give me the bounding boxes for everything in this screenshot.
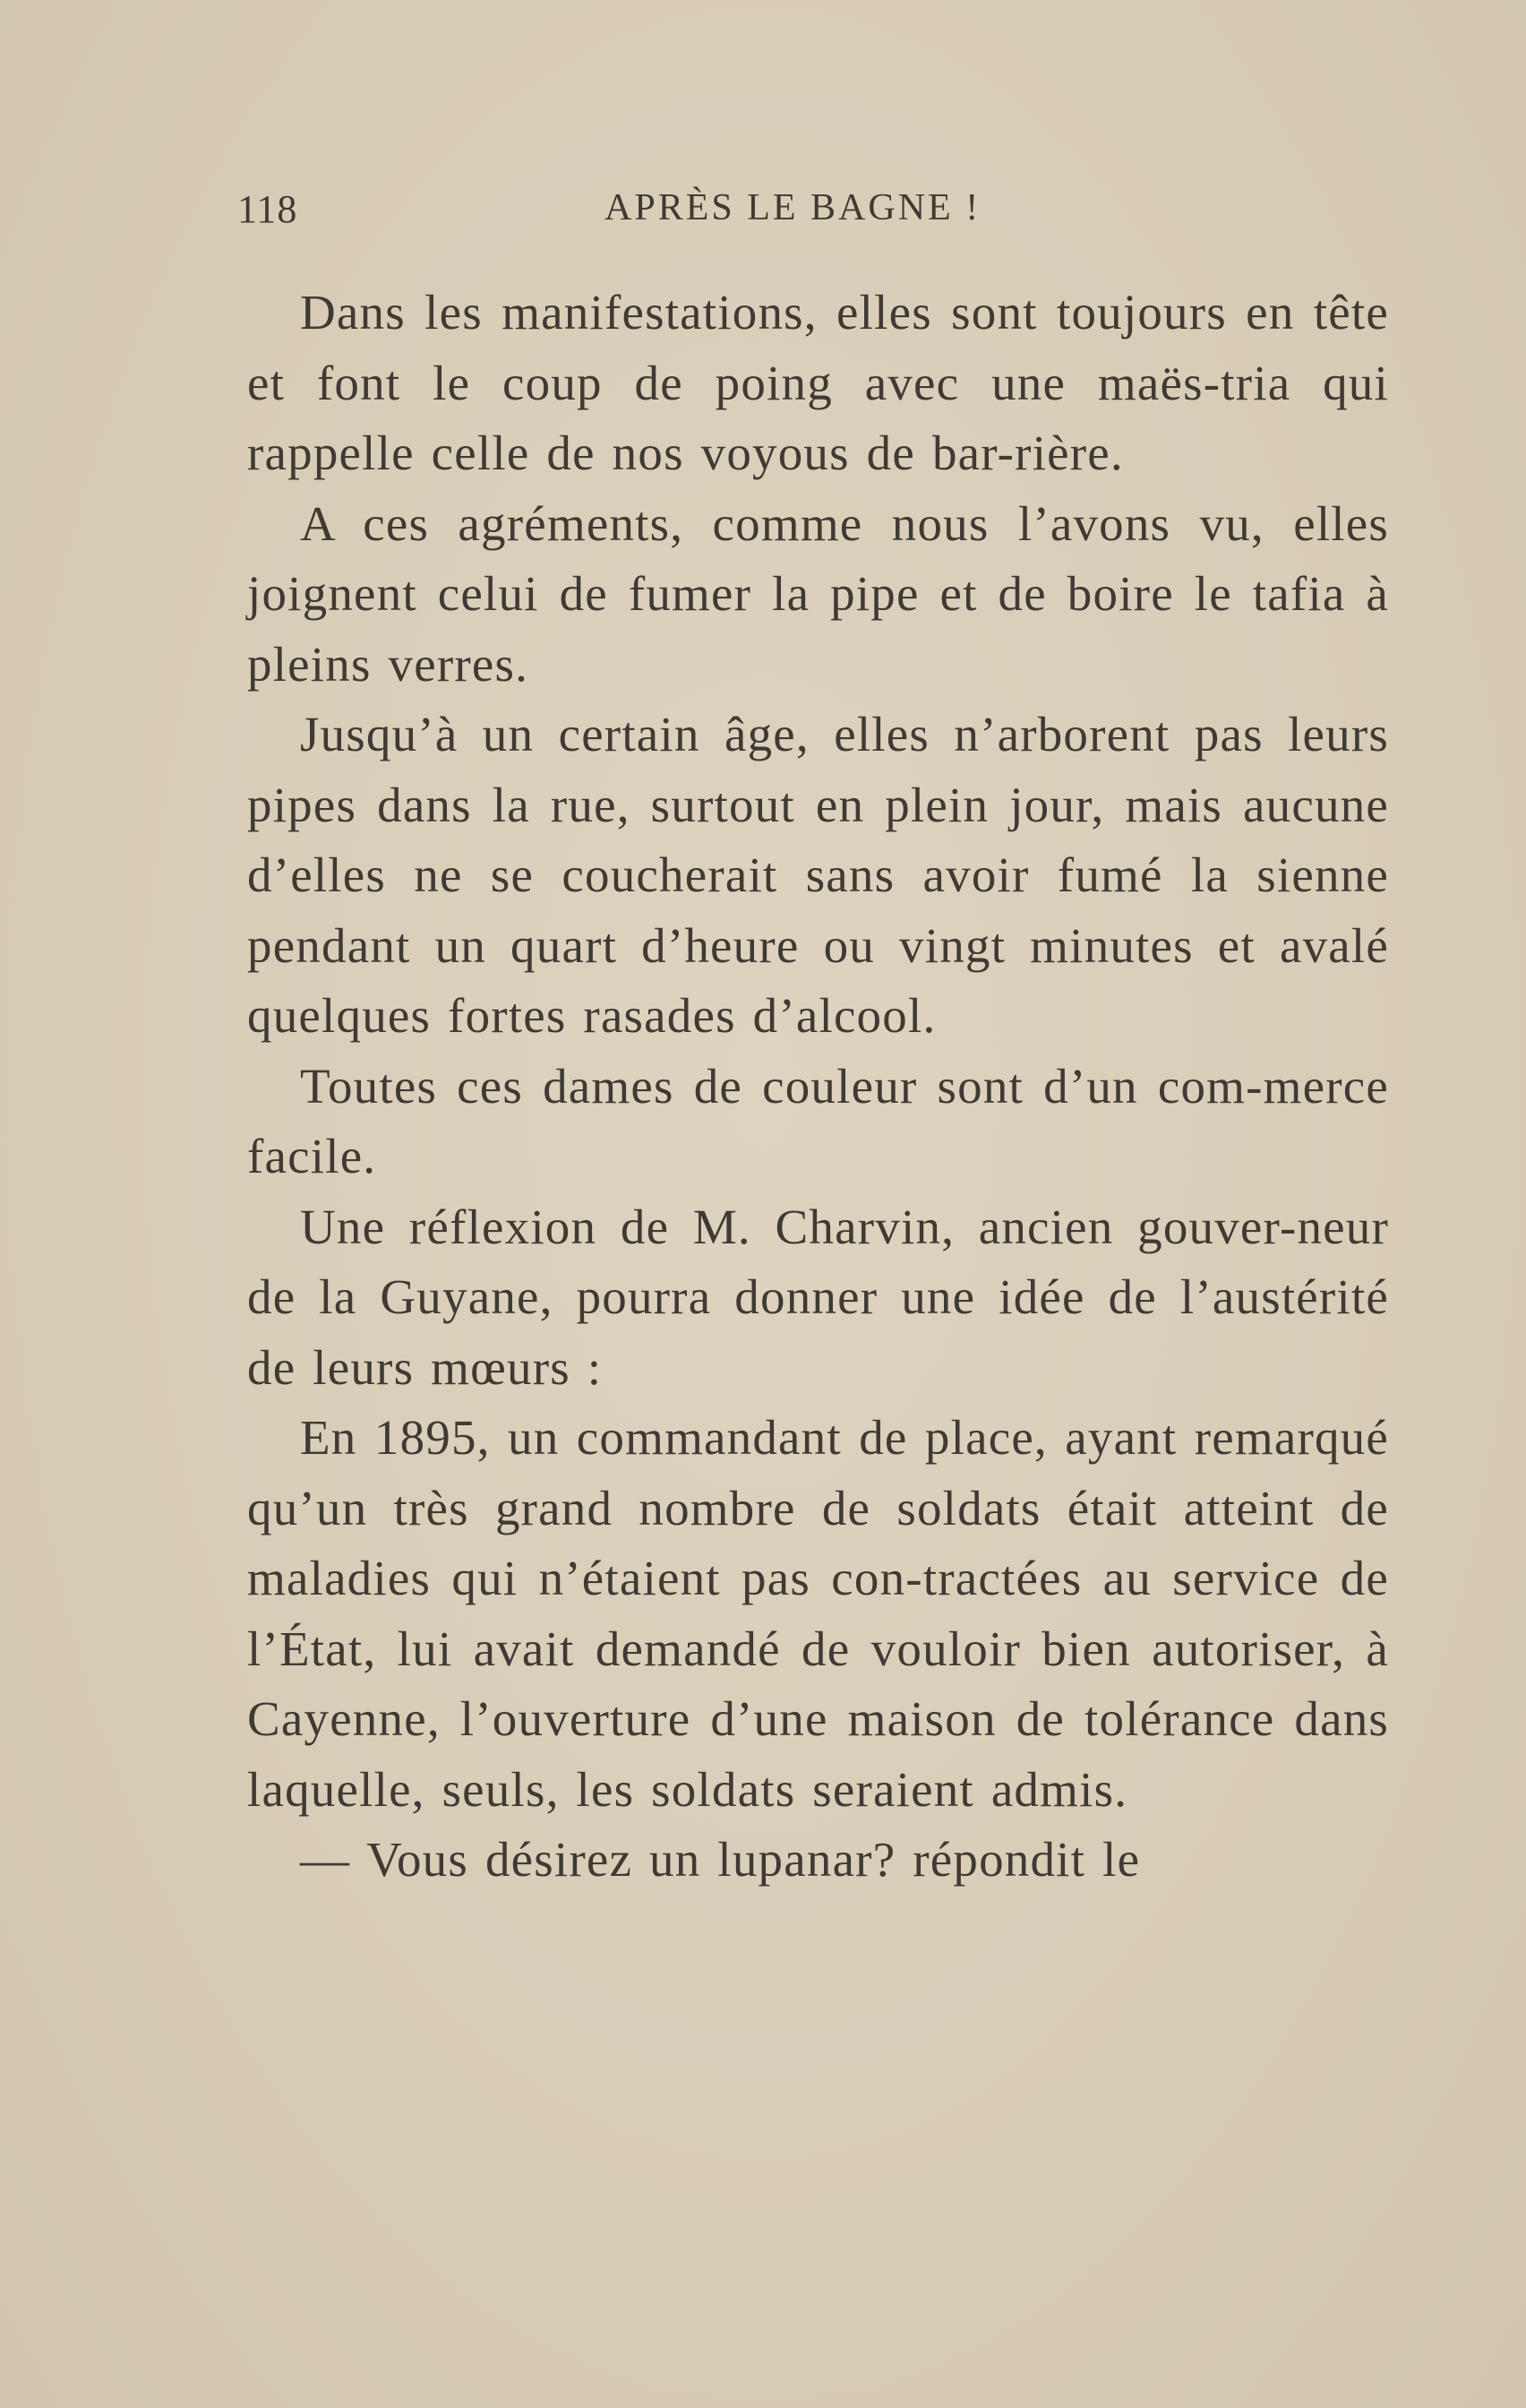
paragraph-reflexion-charvin: Une réflexion de M. Charvin, ancien gouver-neur de la Guyane, pourra donner une idée de l’austérité de leurs mœurs : bbox=[247, 1199, 1389, 1395]
paragraph-dames-de-couleur: Toutes ces dames de couleur sont d’un com-merce facile. bbox=[247, 1058, 1389, 1183]
paragraph-commandant-de-place: En 1895, un commandant de place, ayant remarqué qu’un très grand nombre de soldats était atteint de maladies qui n’étaient pas con-tractées au service de l’État, lui avait demandé de vouloir bien autoriser, à Cayenne, l’ouverture d’une maison de tolérance dans laquelle, seuls, les soldats seraient admis. bbox=[247, 1410, 1389, 1817]
paragraph-agrements: A ces agréments, comme nous l’avons vu, elles joignent celui de fumer la pipe et de boire le tafia à pleins verres. bbox=[247, 495, 1389, 692]
running-title: APRÈS LE BAGNE ! bbox=[604, 187, 982, 228]
body-text bbox=[247, 278, 1389, 1896]
page-number: 118 bbox=[237, 187, 298, 231]
paragraph-dialogue: — Vous désirez un lupanar? répondit le bbox=[300, 1832, 1141, 1887]
paragraph-pipes: Jusqu’à un certain âge, elles n’arborent pas leurs pipes dans la rue, surtout en plein jour, mais aucune d’elles ne se coucherait sans avoir fumé la sienne pendant un quart d’heure ou vingt minutes et avalé quelques fortes rasades d’alcool. bbox=[247, 707, 1389, 1043]
paragraph-manifestations: Dans les manifestations, elles sont toujours en tête et font le coup de poing avec une maës-tria qui rappelle celle de nos voyous de bar-rière. bbox=[247, 285, 1389, 480]
running-head bbox=[237, 186, 1227, 240]
